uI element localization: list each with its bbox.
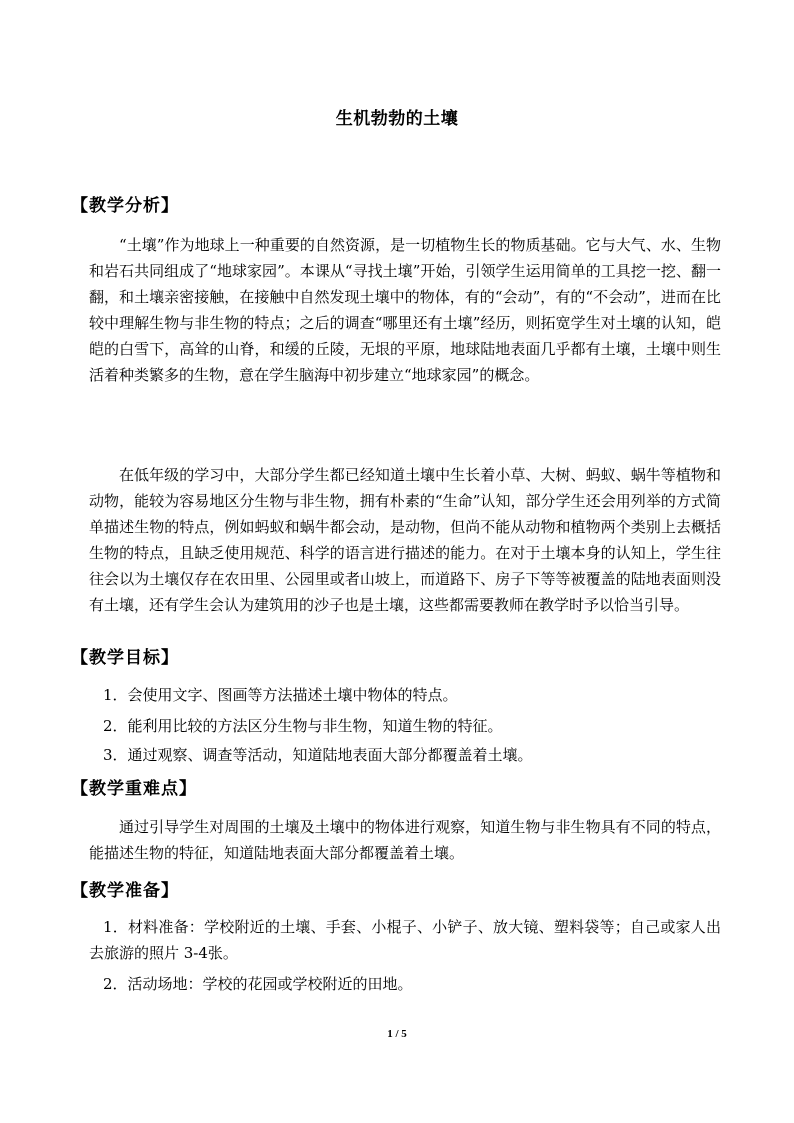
goal-item-1: 1．会使用文字、图画等方法描述土壤中物体的特点。 [103,686,458,704]
section-heading-preparation: 【教学准备】 [71,881,179,901]
page-number: 1 / 5 [387,1028,407,1040]
page-title: 生机勃勃的土壤 [335,109,459,129]
preparation-item-2: 2．活动场地：学校的花园或学校附近的田地。 [103,975,413,993]
preparation-item-1: 1．材料准备：学校附近的土壤、手套、小棍子、小铲子、放大镜、塑料袋等；自己或家人出去旅游的照片 3-4张。 [89,918,721,962]
section-heading-key-points: 【教学重难点】 [71,779,197,799]
analysis-paragraph-1: “土壤”作为地球上一种重要的自然资源，是一切植物生长的物质基础。它与大气、水、生物和岩石共同组成了“地球家园”。本课从“寻找土壤”开始，引领学生运用简单的工具挖一挖、翻一翻，和土壤亲密接触，在接触中自然发现土壤中的物体，有的“会动”，有的“不会动”，进而在比较中理解生物与非生物的特点；之后的调查“哪里还有土壤”经历，则拓宽学生对土壤的认知，皑皑的白雪下，高耸的山脊，和缓的丘陵，无垠的平原，地球陆地表面几乎都有土壤，土壤中则生活着种类繁多的生物，意在学生脑海中初步建立“地球家园”的概念。 [89,236,721,384]
section-heading-goals: 【教学目标】 [71,648,179,668]
section-heading-analysis: 【教学分析】 [71,196,179,216]
analysis-paragraph-2: 在低年级的学习中，大部分学生都已经知道土壤中生长着小草、大树、蚂蚁、蜗牛等植物和动物，能较为容易地区分生物与非生物，拥有朴素的“生命”认知，部分学生还会用列举的方式简单描述生物的特点，例如蚂蚁和蜗牛都会动，是动物，但尚不能从动物和植物两个类别上去概括生物的特点，且缺乏使用规范、科学的语言进行描述的能力。在对于土壤本身的认知上，学生往往会以为土壤仅存在农田里、公园里或者山坡上，而道路下、房子下等等被覆盖的陆地表面则没有土壤，还有学生会认为建筑用的沙子也是土壤，这些都需要教师在教学时予以恰当引导。 [89,466,721,614]
key-points-paragraph: 通过引导学生对周围的土壤及土壤中的物体进行观察，知道生物与非生物具有不同的特点，能描述生物的特征，知道陆地表面大部分都覆盖着土壤。 [89,818,721,862]
goal-item-3: 3．通过观察、调查等活动，知道陆地表面大部分都覆盖着土壤。 [103,746,533,764]
goal-item-2: 2．能利用比较的方法区分生物与非生物，知道生物的特征。 [103,717,503,735]
